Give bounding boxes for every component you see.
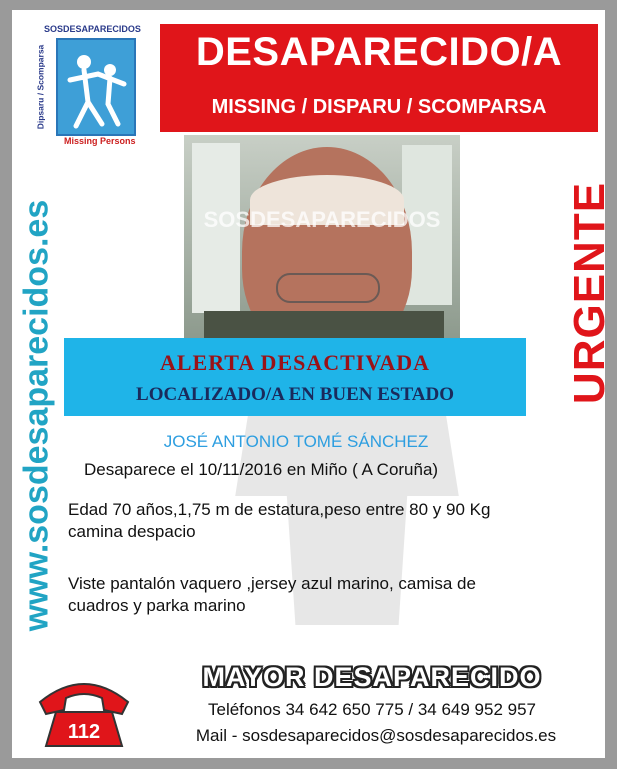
person-photo xyxy=(184,135,460,339)
emergency-number: 112 xyxy=(67,721,101,743)
logo-top-text: SOSDESAPARECIDOS xyxy=(44,24,141,34)
website-vertical-text: www.sosdesaparecidos.es xyxy=(17,199,56,632)
clothing-details: Viste pantalón vaquero ,jersey azul marino, camisa de xyxy=(68,574,476,593)
urgent-vertical-text: URGENTE xyxy=(565,181,614,405)
contact-phones: Teléfonos 34 642 650 775 / 34 649 952 957 xyxy=(207,700,536,719)
logo-emblem xyxy=(56,38,136,136)
physical-details: Edad 70 años,1,75 m de estatura,peso entre 80 y 90 Kg xyxy=(68,500,491,519)
alert-status: ALERTA DESACTIVADA xyxy=(159,350,431,375)
photo-watermark: SOSDESAPARECIDOS xyxy=(203,207,441,232)
people-figures-icon xyxy=(58,40,134,134)
logo-left-text: Dipsaru / Scomparsa xyxy=(35,44,46,130)
disappearance-info: Desaparece el 10/11/2016 en Miño ( A Coruña) xyxy=(84,460,439,479)
alert-banner xyxy=(64,338,526,416)
poster-card xyxy=(12,10,614,758)
person-name: JOSÉ ANTONIO TOMÉ SÁNCHEZ xyxy=(163,432,429,451)
header-subtitle: MISSING / DISPARU / SCOMPARSA xyxy=(211,96,547,118)
footer-title: MAYOR DESAPARECIDO xyxy=(202,662,542,692)
physical-details-continued: camina despacio xyxy=(68,522,196,541)
emergency-phone-icon xyxy=(34,672,134,752)
logo-bottom-text: Missing Persons xyxy=(64,136,136,146)
contact-email: Mail - sosdesaparecidos@sosdesaparecidos.es xyxy=(195,726,557,745)
header-title: DESAPARECIDO/A xyxy=(195,30,563,74)
clothing-details-continued: cuadros y parka marino xyxy=(68,596,246,615)
alert-located: LOCALIZADO/A EN BUEN ESTADO xyxy=(136,384,454,405)
photo-glasses xyxy=(276,273,380,303)
header-banner xyxy=(160,24,598,132)
